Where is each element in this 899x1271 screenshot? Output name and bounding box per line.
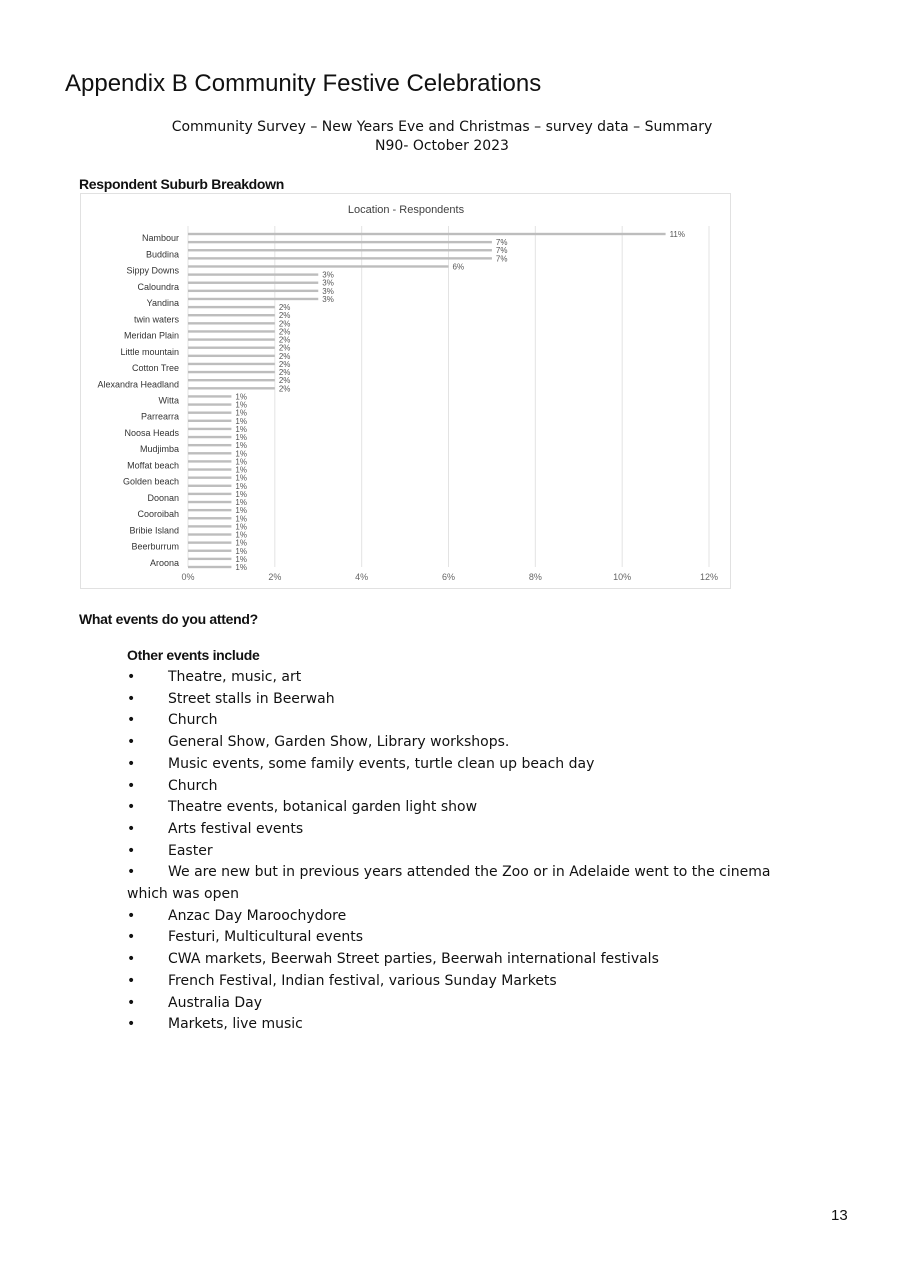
event-item: • Theatre events, botanical garden light show	[127, 797, 807, 819]
data-label: 2%	[278, 303, 291, 313]
bar	[188, 273, 318, 275]
data-label: 1%	[235, 481, 247, 491]
page-number: 13	[831, 1207, 848, 1224]
data-label: 2%	[278, 343, 291, 353]
bar	[188, 363, 275, 365]
bar	[188, 241, 492, 243]
category-label: Alexandra Headland	[97, 379, 179, 390]
data-label: 2%	[278, 368, 291, 378]
data-label: 1%	[235, 489, 247, 499]
category-label: Witta	[158, 395, 179, 406]
data-label: 2%	[278, 319, 291, 329]
event-item: • General Show, Garden Show, Library workshops.	[127, 732, 807, 754]
bar	[188, 403, 231, 405]
bar	[188, 265, 449, 267]
data-label: 3%	[322, 270, 334, 280]
data-label: 3%	[322, 294, 334, 304]
data-label: 1%	[235, 506, 247, 516]
event-item: • Arts festival events	[127, 819, 807, 841]
data-label: 1%	[235, 538, 247, 548]
data-label: 1%	[235, 457, 247, 467]
data-label: 7%	[495, 254, 508, 264]
category-label: Doonan	[147, 492, 179, 503]
event-item: • Church	[127, 776, 807, 798]
bar	[188, 452, 231, 454]
event-item: • Anzac Day Maroochydore	[127, 906, 807, 928]
bar	[188, 338, 275, 340]
bar	[188, 387, 275, 389]
event-item: • Australia Day	[127, 993, 807, 1015]
bar	[188, 501, 231, 503]
data-label: 1%	[235, 400, 247, 410]
bar	[188, 411, 231, 413]
data-label: 1%	[235, 546, 247, 556]
category-label: Cooroibah	[137, 509, 179, 520]
event-item: • Markets, live music	[127, 1014, 807, 1036]
data-label: 3%	[322, 286, 334, 296]
x-tick-label: 8%	[528, 572, 542, 582]
x-tick-label: 0%	[181, 572, 195, 582]
category-label: Golden beach	[122, 476, 179, 487]
category-label: Noosa Heads	[124, 427, 179, 438]
bar	[188, 420, 231, 422]
data-label: 2%	[278, 359, 291, 369]
data-label: 2%	[278, 327, 291, 337]
data-label: 1%	[235, 473, 247, 483]
bar	[188, 314, 275, 316]
bar	[188, 493, 231, 495]
bar	[188, 428, 231, 430]
data-label: 2%	[278, 335, 291, 345]
bar	[188, 282, 318, 284]
category-label: Aroona	[149, 557, 179, 568]
bar	[188, 298, 318, 300]
data-label: 2%	[278, 384, 291, 394]
bar	[188, 444, 231, 446]
data-label: 1%	[235, 563, 247, 572]
bar	[188, 533, 231, 535]
category-label: Meridan Plain	[123, 330, 179, 341]
data-label: 1%	[235, 433, 247, 443]
subtitle-line-1: Community Survey – New Years Eve and Christmas – survey data – Summary	[171, 119, 713, 135]
data-label: 1%	[235, 530, 247, 540]
event-item: • French Festival, Indian festival, various Sunday Markets	[127, 971, 807, 993]
x-tick-label: 6%	[441, 572, 456, 582]
category-label: twin waters	[133, 314, 179, 325]
data-label: 1%	[235, 449, 247, 459]
bar	[188, 566, 231, 568]
event-item: • Theatre, music, art	[127, 667, 807, 689]
event-item: • We are new but in previous years attended the Zoo or in Adelaide went to the cinema which was open	[127, 862, 807, 905]
x-tick-label: 2%	[268, 572, 282, 582]
data-label: 1%	[235, 424, 247, 434]
data-label: 2%	[278, 376, 291, 386]
section-title-suburb: Respondent Suburb Breakdown	[79, 176, 285, 192]
survey-subtitle	[0, 118, 884, 156]
x-tick-label: 10%	[613, 572, 632, 582]
event-item: • Street stalls in Beerwah	[127, 689, 807, 711]
data-label: 1%	[235, 392, 247, 402]
bar	[188, 436, 231, 438]
category-label: Little mountain	[120, 346, 179, 357]
category-label: Bribie Island	[129, 525, 179, 536]
category-label: Nambour	[141, 233, 179, 244]
data-label: 6%	[452, 262, 465, 272]
data-label: 1%	[235, 514, 247, 524]
bar	[188, 517, 231, 519]
chart-container	[80, 193, 731, 589]
bar	[188, 395, 231, 397]
category-label: Mudjimba	[139, 444, 179, 455]
chart-title: Location - Respondents	[347, 204, 465, 216]
bar	[188, 233, 666, 235]
bar	[188, 525, 231, 527]
bar	[188, 379, 275, 381]
data-label: 1%	[235, 498, 247, 508]
page-heading: Appendix B Community Festive Celebrations	[65, 70, 542, 97]
bar	[188, 541, 231, 543]
event-item: • CWA markets, Beerwah Street parties, Beerwah international festivals	[127, 949, 807, 971]
category-label: Cotton Tree	[131, 363, 179, 374]
category-label: Sippy Downs	[126, 265, 179, 276]
bar	[188, 306, 275, 308]
event-item: • Festuri, Multicultural events	[127, 927, 807, 949]
bar	[188, 558, 231, 560]
bar	[188, 322, 275, 324]
category-label: Buddina	[145, 249, 179, 260]
location-bar-chart	[81, 194, 732, 590]
data-label: 7%	[495, 238, 508, 248]
data-label: 1%	[235, 522, 247, 532]
category-label: Moffat beach	[127, 460, 179, 471]
x-tick-label: 12%	[699, 572, 719, 582]
data-label: 7%	[495, 246, 508, 256]
event-item: • Music events, some family events, turtle clean up beach day	[127, 754, 807, 776]
data-label: 1%	[235, 416, 247, 426]
events-list	[127, 667, 807, 1036]
other-events-title: Other events include	[127, 647, 260, 663]
bar	[188, 550, 231, 552]
data-label: 1%	[235, 408, 247, 418]
data-label: 11%	[669, 230, 686, 239]
bar	[188, 476, 231, 478]
subtitle-line-2: N90- October 2023	[375, 138, 509, 154]
event-item: • Easter	[127, 841, 807, 863]
data-label: 1%	[235, 554, 247, 564]
bar	[188, 468, 231, 470]
x-tick-label: 4%	[355, 572, 369, 582]
bar	[188, 355, 275, 357]
data-label: 3%	[322, 278, 334, 288]
bar	[188, 371, 275, 373]
section-title-events: What events do you attend?	[79, 611, 258, 627]
bar	[188, 249, 492, 251]
event-item: • Church	[127, 710, 807, 732]
data-label: 2%	[278, 351, 291, 361]
bar	[188, 460, 231, 462]
data-label: 1%	[235, 441, 247, 451]
bar	[188, 290, 318, 292]
data-label: 1%	[235, 465, 247, 475]
category-label: Yandina	[146, 298, 179, 309]
bar	[188, 347, 275, 349]
category-label: Parrearra	[140, 411, 179, 422]
bar	[188, 257, 492, 259]
category-label: Caloundra	[137, 281, 179, 292]
bar	[188, 509, 231, 511]
data-label: 2%	[278, 311, 291, 321]
category-label: Beerburrum	[131, 541, 179, 552]
bar	[188, 330, 275, 332]
bar	[188, 485, 231, 487]
